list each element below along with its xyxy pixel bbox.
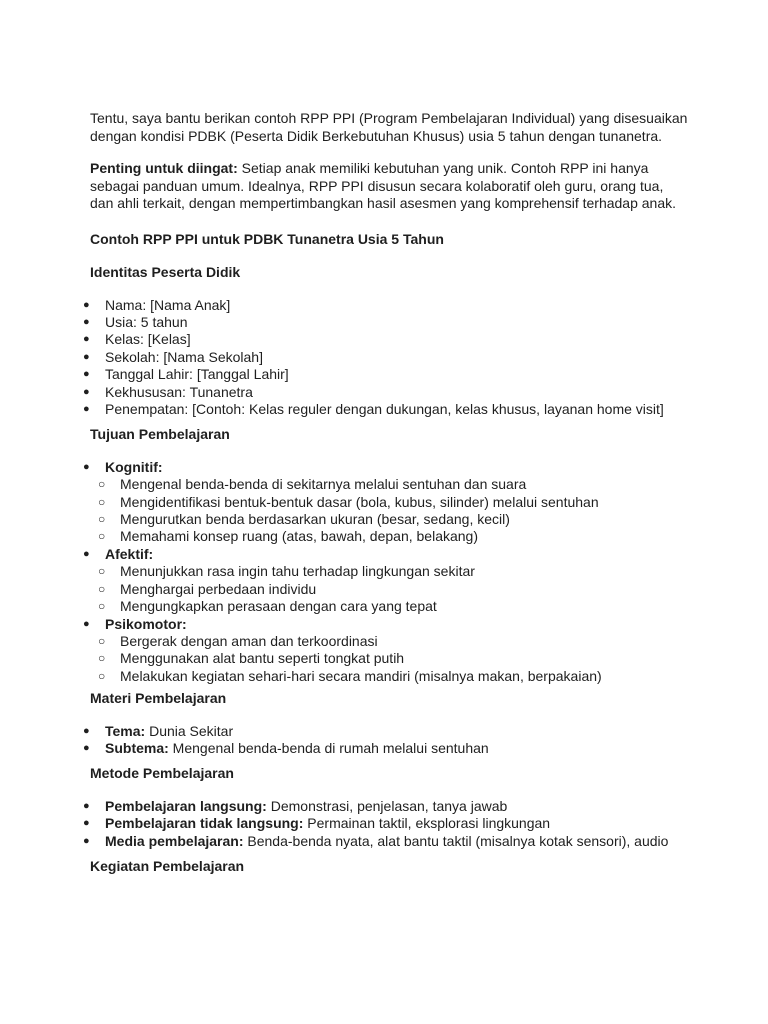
list-item: ● Penempatan: [Contoh: Kelas reguler dengan dukungan, kelas khusus, layanan home visit] bbox=[90, 401, 690, 418]
document-title: Contoh RPP PPI untuk PDBK Tunanetra Usia 5 Tahun bbox=[90, 230, 444, 247]
list-item-kognitif: ● Kognitif: bbox=[90, 459, 690, 476]
list-item: ● Sekolah: [Nama Sekolah] bbox=[90, 349, 690, 366]
sub-list-item: ○ Bergerak dengan aman dan terkoordinasi bbox=[90, 633, 690, 650]
list-item: ● Kekhususan: Tunanetra bbox=[90, 384, 690, 401]
sub-list-item: ○ Mengidentifikasi bentuk-bentuk dasar (bola, kubus, silinder) melalui sentuhan bbox=[90, 494, 690, 511]
list-item-psikomotor: ● Psikomotor: bbox=[90, 616, 690, 633]
sub-list-item: ○ Menggunakan alat bantu seperti tongkat putih bbox=[90, 650, 690, 667]
tujuan-heading: Tujuan Pembelajaran bbox=[90, 426, 230, 443]
metode-list bbox=[90, 798, 690, 850]
list-item: ● Media pembelajaran: Benda-benda nyata, alat bantu taktil (misalnya kotak sensori), audio bbox=[90, 833, 690, 850]
list-item: ● Usia: 5 tahun bbox=[90, 314, 690, 331]
sub-list-item: ○ Memahami konsep ruang (atas, bawah, depan, belakang) bbox=[90, 528, 690, 545]
list-item: ● Subtema: Mengenal benda-benda di rumah melalui sentuhan bbox=[90, 740, 690, 757]
note-label: Penting untuk diingat: bbox=[90, 160, 238, 176]
intro-paragraph: Tentu, saya bantu berikan contoh RPP PPI (Program Pembelajaran Individual) yang disesuaikan dengan kondisi PDBK (Peserta Didik Berkebutuhan Khusus) usia 5 tahun dengan tunanetra. bbox=[90, 110, 688, 144]
list-item: ● Kelas: [Kelas] bbox=[90, 331, 690, 348]
list-item: ● Tanggal Lahir: [Tanggal Lahir] bbox=[90, 366, 690, 383]
list-item-afektif: ● Afektif: bbox=[90, 546, 690, 563]
list-item: ● Nama: [Nama Anak] bbox=[90, 297, 690, 314]
note-paragraph bbox=[90, 160, 690, 213]
sub-list-item: ○ Mengurutkan benda berdasarkan ukuran (besar, sedang, kecil) bbox=[90, 511, 690, 528]
identitas-list bbox=[90, 297, 690, 419]
sub-list-item: ○ Menunjukkan rasa ingin tahu terhadap lingkungan sekitar bbox=[90, 563, 690, 580]
identitas-heading: Identitas Peserta Didik bbox=[90, 264, 241, 280]
sub-list-item: ○ Menghargai perbedaan individu bbox=[90, 581, 690, 598]
note-text: Setiap anak memiliki kebutuhan yang unik. Contoh RPP ini hanya sebagai panduan umum. Idealnya, RPP PPI disusun secara kolaboratif oleh guru, orang tua, dan ahli terkait, dengan mempertimbangkan hasil asesmen yang komprehensif terhadap anak. bbox=[90, 160, 677, 211]
sub-list-item: ○ Mengungkapkan perasaan dengan cara yang tepat bbox=[90, 598, 690, 615]
sub-list-item: ○ Melakukan kegiatan sehari-hari secara mandiri (misalnya makan, berpakaian) bbox=[90, 668, 690, 685]
materi-list bbox=[90, 723, 690, 758]
document-body bbox=[90, 110, 690, 891]
list-item: ● Pembelajaran langsung: Demonstrasi, penjelasan, tanya jawab bbox=[90, 798, 690, 815]
tujuan-list bbox=[90, 459, 690, 685]
materi-heading: Materi Pembelajaran bbox=[90, 690, 227, 707]
sub-list-item: ○ Mengenal benda-benda di sekitarnya melalui sentuhan dan suara bbox=[90, 476, 690, 493]
list-item: ● Pembelajaran tidak langsung: Permainan taktil, eksplorasi lingkungan bbox=[90, 815, 690, 832]
list-item: ● Tema: Dunia Sekitar bbox=[90, 723, 690, 740]
kegiatan-heading: Kegiatan Pembelajaran bbox=[90, 858, 245, 875]
metode-heading: Metode Pembelajaran bbox=[90, 765, 234, 782]
